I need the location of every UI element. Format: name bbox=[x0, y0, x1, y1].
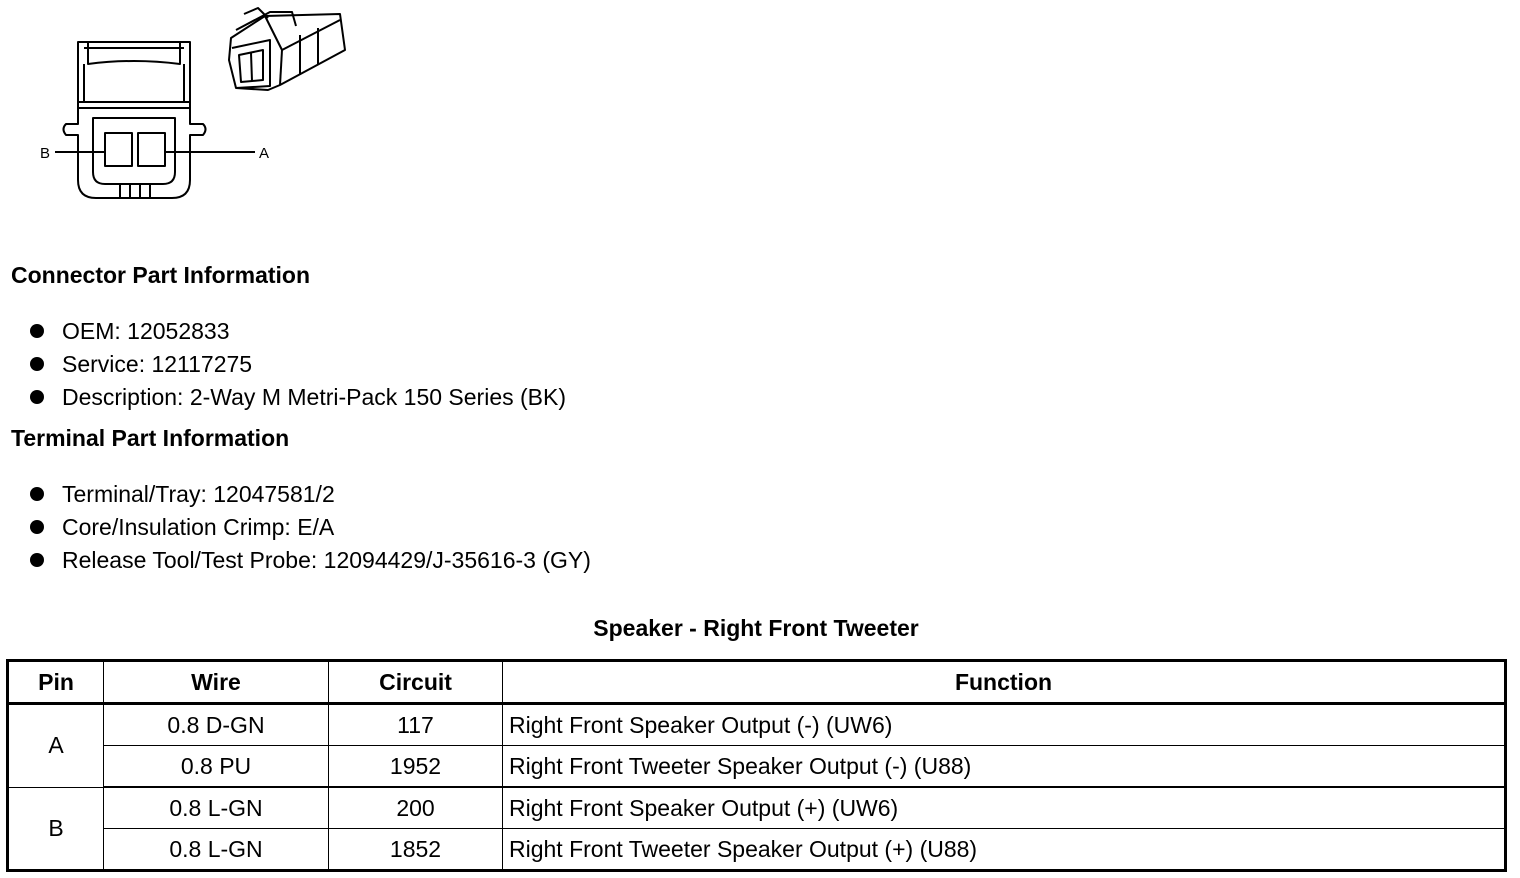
list-item bbox=[28, 382, 566, 415]
connector-illustration bbox=[30, 5, 370, 210]
bullet-icon bbox=[30, 357, 44, 371]
terminal-info-list bbox=[28, 479, 591, 578]
list-item bbox=[28, 545, 591, 578]
bullet-icon bbox=[30, 390, 44, 404]
connector-info-heading: Connector Part Information bbox=[11, 262, 311, 288]
pin-b-label: B bbox=[40, 145, 51, 162]
list-item bbox=[28, 349, 566, 382]
connector-info-list bbox=[28, 316, 566, 415]
column-header-function: Function bbox=[503, 661, 1506, 704]
bullet-icon bbox=[30, 553, 44, 567]
table-title: Speaker - Right Front Tweeter bbox=[593, 615, 919, 641]
terminal-b-icon bbox=[105, 133, 132, 166]
table-row bbox=[8, 704, 1506, 746]
function-cell: Right Front Speaker Output (-) (UW6) bbox=[503, 704, 1506, 746]
terminal-tray: Terminal/Tray: 12047581/2 bbox=[62, 481, 335, 507]
connector-description: Description: 2-Way M Metri-Pack 150 Series (BK) bbox=[62, 384, 567, 410]
bullet-icon bbox=[30, 520, 44, 534]
bullet-icon bbox=[30, 487, 44, 501]
pin-a-label: A bbox=[259, 145, 270, 162]
terminal-release-tool: Release Tool/Test Probe: 12094429/J-35616-3 (GY) bbox=[62, 547, 591, 573]
table-header-row bbox=[8, 661, 1506, 704]
table-row bbox=[8, 746, 1506, 788]
column-header-pin: Pin bbox=[8, 661, 104, 704]
list-item bbox=[28, 316, 566, 349]
column-header-wire: Wire bbox=[104, 661, 329, 704]
connector-oem: OEM: 12052833 bbox=[62, 318, 230, 344]
table-row bbox=[8, 829, 1506, 871]
wire-cell: 0.8 D-GN bbox=[104, 704, 329, 746]
pinout-table bbox=[6, 659, 1507, 872]
circuit-cell: 1852 bbox=[329, 829, 503, 871]
list-item bbox=[28, 479, 591, 512]
pin-cell: A bbox=[8, 704, 104, 788]
terminal-info-heading: Terminal Part Information bbox=[11, 425, 290, 451]
circuit-cell: 1952 bbox=[329, 746, 503, 788]
terminal-crimp: Core/Insulation Crimp: E/A bbox=[62, 514, 335, 540]
circuit-cell: 200 bbox=[329, 787, 503, 829]
connector-front-view-icon bbox=[55, 42, 255, 198]
list-item bbox=[28, 512, 591, 545]
connector-isometric-icon bbox=[229, 8, 345, 90]
bullet-icon bbox=[30, 324, 44, 338]
pin-cell: B bbox=[8, 787, 104, 871]
wire-cell: 0.8 PU bbox=[104, 746, 329, 788]
table-row bbox=[8, 787, 1506, 829]
connector-service: Service: 12117275 bbox=[62, 351, 253, 377]
circuit-cell: 117 bbox=[329, 704, 503, 746]
function-cell: Right Front Speaker Output (+) (UW6) bbox=[503, 787, 1506, 829]
column-header-circuit: Circuit bbox=[329, 661, 503, 704]
wire-cell: 0.8 L-GN bbox=[104, 787, 329, 829]
wire-cell: 0.8 L-GN bbox=[104, 829, 329, 871]
function-cell: Right Front Tweeter Speaker Output (-) (U88) bbox=[503, 746, 1506, 788]
function-cell: Right Front Tweeter Speaker Output (+) (U88) bbox=[503, 829, 1506, 871]
terminal-a-icon bbox=[138, 133, 165, 166]
